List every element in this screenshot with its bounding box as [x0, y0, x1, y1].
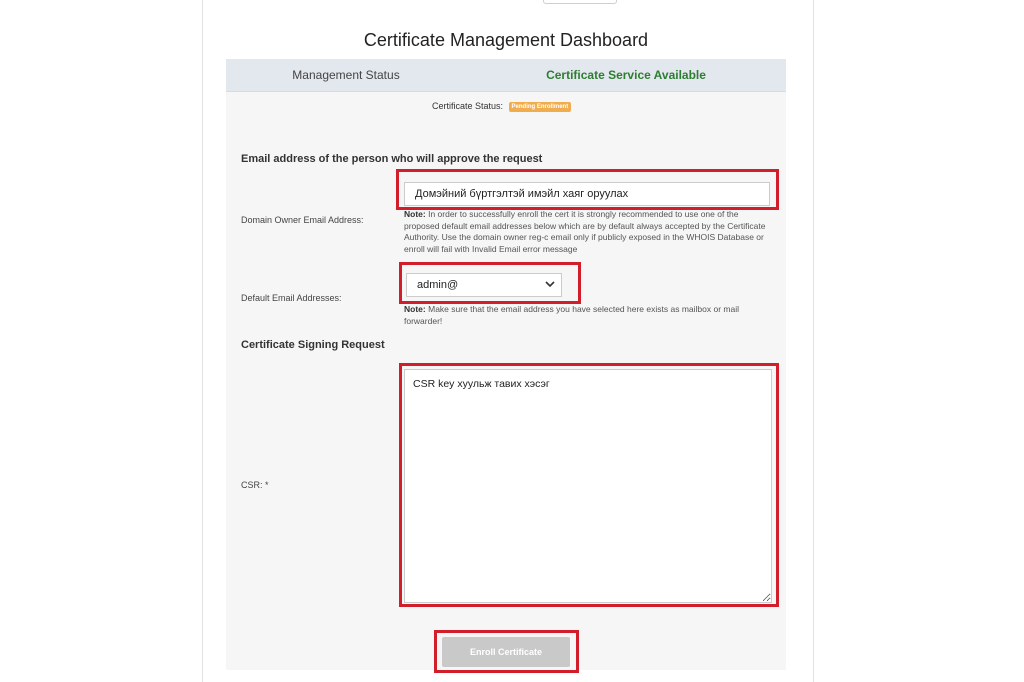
note-prefix: Note: [404, 304, 426, 314]
domain-owner-note [404, 209, 774, 255]
certificate-status [432, 101, 571, 112]
note-prefix: Note: [404, 209, 426, 219]
management-status-label: Management Status [292, 68, 400, 82]
default-email-label: Default Email Addresses: [241, 293, 342, 303]
page-title: Certificate Management Dashboard [363, 30, 649, 50]
default-email-note [404, 304, 774, 327]
certificate-status-label: Certificate Status: [432, 101, 504, 111]
top-control-edge [543, 0, 617, 4]
csr-section-heading: Certificate Signing Request [241, 339, 385, 351]
highlight-email-input [396, 169, 779, 210]
highlight-default-email [399, 262, 581, 304]
enroll-certificate-button[interactable]: Enroll Certificate [442, 637, 570, 667]
default-email-selected: admin@ [417, 279, 459, 291]
domain-owner-email-label: Domain Owner Email Address: [241, 215, 364, 225]
note-text: In order to successfully enroll the cert it is strongly recommended to use one of the proposed default email addresses below which are by default always accepted by the Certificate Authority. Use the domain owner reg-c email only if publicly exposed in the WHOIS Database or enroll will fail with Invalid Email error message [404, 209, 766, 254]
highlight-enroll-button [434, 630, 579, 673]
management-status-value: Certificate Service Available [546, 68, 706, 82]
status-badge: Pending Enrollment [509, 102, 572, 112]
note-text: Make sure that the email address you have selected here exists as mailbox or mail forwarder! [404, 304, 739, 326]
highlight-csr [399, 363, 779, 607]
status-bar [226, 59, 786, 92]
email-section-heading: Email address of the person who will approve the request [241, 153, 543, 165]
csr-label: CSR: * [241, 480, 269, 490]
